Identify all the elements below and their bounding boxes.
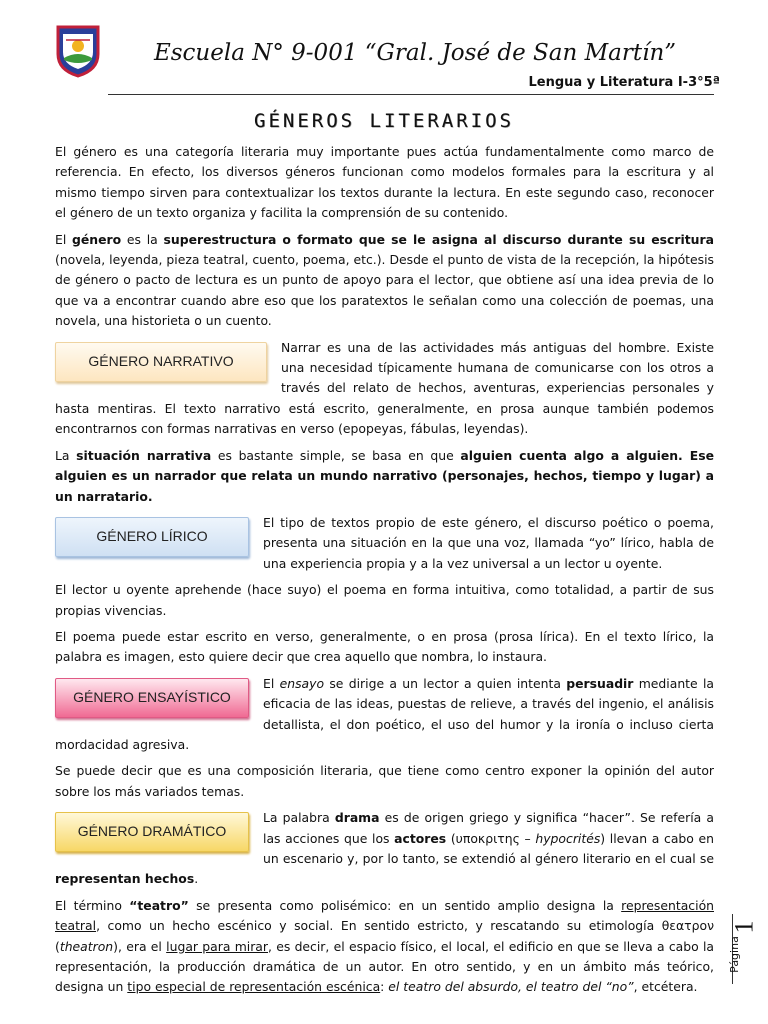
text-span: es bastante simple, se basa en que — [211, 447, 461, 463]
text-span: ), era el — [113, 938, 167, 954]
underlined-term: lugar para mirar — [166, 938, 268, 954]
ensayistico-paragraph-2: Se puede decir que es una composición literaria, que tiene como centro exponer la opinión del autor sobre los más variados temas. — [55, 763, 714, 799]
bold-term: situación narrativa — [76, 447, 212, 463]
text-span: se presenta como polisémico: en un sentido amplio designa la — [188, 897, 622, 913]
page-label: Página — [727, 936, 741, 973]
lirico-paragraph-1: El tipo de textos propio de este género, el discurso poético o poema, presenta una situación en la que una voz, llamada “yo” lírico, habla de una experiencia propia y a la vez universal a un lector u oyente. — [263, 514, 714, 571]
narrativo-paragraph-1: Narrar es una de las actividades más antiguas del hombre. Existe una necesidad típicamente humana de comunicarse con los otros a través del relato de hechos, aventuras, experiencias personales y hasta mentiras. El texto narrativo está escrito, generalmente, en prosa aunque también podemos encontrarnos con formas narrativas en verso (epopeyas, fábulas, leyendas). — [55, 339, 714, 437]
bold-definition: alguien cuenta algo a alguien. Ese alguien es un narrador que relata un mundo narrativo (personajes, hechos, tiempo y lugar) a un narratario. — [55, 447, 715, 504]
bold-term: drama — [334, 810, 380, 826]
text-span: El — [263, 675, 280, 691]
bold-term: representan hechos — [55, 871, 195, 887]
text-span: : — [380, 979, 389, 995]
bold-definition: superestructura o formato que se le asigna al discurso durante su escritura — [163, 231, 714, 247]
text-span: La palabra — [263, 810, 335, 826]
text-span: (novela, leyenda, pieza teatral, cuento, poema, etc.). Desde el punto de vista de la recepción, la hipótesis de género o pacto de lectura es un punto de apoyo para el lector, que obtiene así una idea previa de lo que va a encontrar cuando abre eso que los paratextos le señalan como una colección de poemas, una novela, una historieta o un cuento. — [55, 252, 714, 329]
text-span: , es decir, el espacio físico, el local, el edificio en que se lleva a cabo la representación, la producción dramática de un autor. En otro sentido, y en un ámbito más teórico, designa un — [55, 938, 714, 995]
text-span: El término — [55, 897, 130, 913]
genre-box-ensayistico: GÉNERO ENSAYÍSTICO — [55, 678, 249, 718]
dramatico-paragraph-2 — [55, 896, 714, 998]
underlined-term: tipo especial de representación escénica — [127, 979, 381, 995]
text-span: es de origen griego y significa “hacer”. Se refería a las acciones que los — [263, 810, 714, 846]
intro-paragraph-1: El género es una categoría literaria muy importante pues actúa fundamentalmente como marco de referencia. En efecto, los diversos géneros funcionan como modelos formales para la escritura y al mismo tiempo sirven para contextualizar los textos durante la lectura. En este segundo caso, reconocer el género de un texto organiza y facilita la comprensión de su contenido. — [55, 144, 714, 221]
text-span: El — [55, 231, 73, 247]
document-body — [55, 142, 714, 1004]
italic-term: hypocrités — [535, 830, 601, 846]
text-span: es la — [121, 231, 164, 247]
underlined-term: representación teatral — [55, 897, 714, 934]
italic-term: theatron — [59, 938, 114, 954]
course-label: Lengua y Literatura I-3°5ª — [528, 75, 720, 90]
genre-box-dramatico: GÉNERO DRAMÁTICO — [55, 812, 249, 852]
text-span: se dirige a un lector a quien intenta — [324, 675, 567, 691]
page-number-marker — [727, 914, 759, 974]
lirico-paragraph-2: El lector u oyente aprehende (hace suyo) el poema en forma intuitiva, como totalidad, a partir de sus propias vivencias. — [55, 582, 714, 618]
bold-term: género — [72, 231, 122, 247]
narrativo-paragraph-2 — [55, 446, 714, 507]
text-span: (υποκριτης – — [446, 830, 536, 846]
bold-term: persuadir — [566, 675, 634, 691]
page-title: GÉNEROS LITERARIOS — [254, 110, 514, 132]
bold-term: “teatro” — [129, 897, 189, 913]
italic-term: el teatro del absurdo, el teatro del “no” — [388, 979, 634, 995]
italic-term: ensayo — [279, 675, 325, 691]
text-span: mediante la eficacia de las ideas, puestas de relieve, a través del ingenio, el análisis detallista, el don poético, el uso del humor y la ironía o incluso cierta mordacidad agresiva. — [55, 675, 714, 752]
school-crest-icon — [55, 24, 101, 78]
text-span: La — [55, 447, 77, 463]
lirico-paragraph-3: El poema puede estar escrito en verso, generalmente, o en prosa (prosa lírica). En el texto lírico, la palabra es imagen, esto quiere decir que crea aquello que nombra, lo instaura. — [55, 628, 714, 665]
header-divider — [108, 94, 714, 95]
school-name: Escuela N° 9-001 “Gral. José de San Martín” — [153, 40, 677, 66]
text-span: , como un hecho escénico y social. En sentido estricto, y rescatando su etimología θεατρον ( — [55, 918, 714, 954]
bold-term: actores — [394, 830, 447, 846]
intro-paragraph-2 — [55, 230, 714, 332]
genre-box-lirico: GÉNERO LÍRICO — [55, 517, 249, 557]
text-span: . — [194, 871, 199, 887]
text-span: , etcétera. — [633, 979, 698, 995]
text-span: ) llevan a cabo en un escenario y, por lo tanto, se extendió al género literario en el cual se — [263, 830, 714, 866]
genre-box-narrativo: GÉNERO NARRATIVO — [55, 342, 267, 382]
page-number: 1 — [729, 920, 759, 934]
